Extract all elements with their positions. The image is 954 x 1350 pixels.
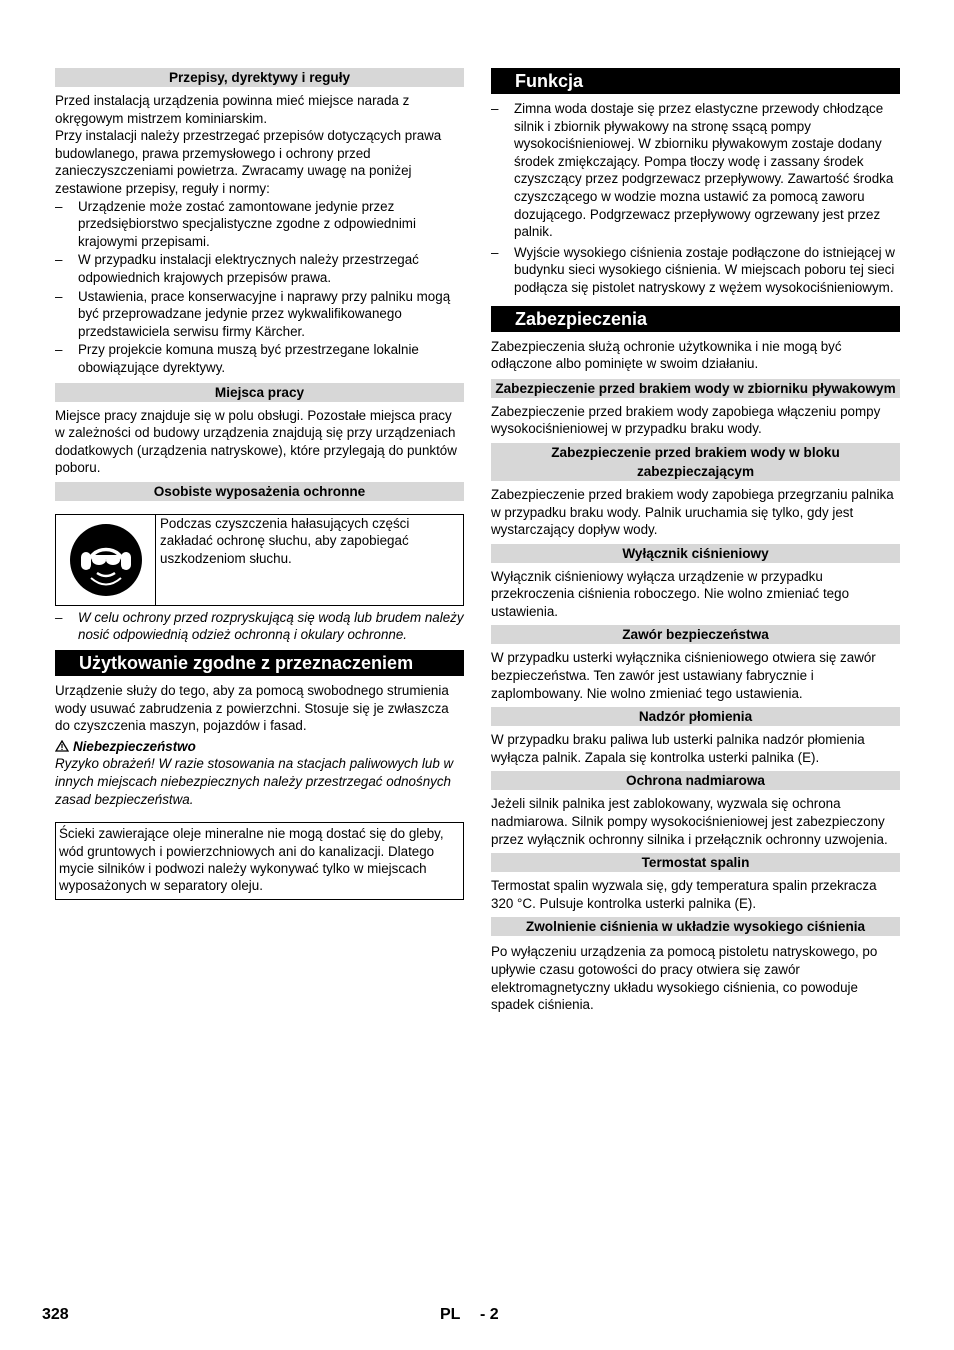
subsection-heading: Zabezpieczenie przed brakiem wody w bloku zabezpieczającym: [491, 443, 900, 481]
paragraph: Po wyłączeniu urządzenia za pomocą pistoletu natryskowego, po upływie czasu gotowości do pracy otwiera się zawór elektromagnetyczny układu wysokiego ciśnienia, co powoduje spadek ciśnienia.: [491, 944, 878, 1013]
subsection-heading: Wyłącznik ciśnieniowy: [491, 544, 900, 563]
page-number: 328: [42, 1306, 69, 1323]
section-heading-uzytkowanie: Użytkowanie zgodne z przeznaczeniem: [55, 650, 464, 676]
subsection-heading: Ochrona nadmiarowa: [491, 771, 900, 790]
section-heading-zabezpieczenia: Zabezpieczenia: [491, 306, 900, 332]
right-column: [491, 68, 900, 1014]
list-item: – Przy projekcie komuna muszą być przestrzegane lokalnie obowiązujące dyrektywy.: [55, 342, 419, 375]
list-item: – Ustawienia, prace konserwacyjne i naprawy przy palniku mogą być przeprowadzane jedynie przez wykwalifikowanego przedstawiciela serwisu firmy Kärcher.: [55, 288, 451, 339]
list-item: – Urządzenie może zostać zamontowane jedynie przez przedsiębiorstwo specjalistyczne zgodne z odpowiednimi krajowymi przepisami.: [55, 198, 416, 249]
left-column: [55, 68, 464, 900]
paragraph: Przy instalacji należy przestrzegać przepisów dotyczących prawa budowlanego, prawa przemysłowego i ochrony przed zanieczyszczeniami powietrza. Zwracamy uwagę na poniżej zestawione przepisy, reguły i normy:: [55, 128, 442, 196]
subsection-heading: Zawór bezpieczeństwa: [491, 625, 900, 644]
section-heading-miejsca: Miejsca pracy: [55, 383, 464, 402]
paragraph: Jeżeli silnik palnika jest zablokowany, wyzwala się ochrona nadmiarowa. Silnik pompy wysokociśnieniowej jest zabezpieczony przez wyłącznik ochronny silnika i przełącznik ochronny uzwojenia.: [491, 796, 888, 847]
ear-and-eye-protection-icon: [56, 515, 156, 605]
ppe-text: Podczas czyszczenia hałasujących części zakładać ochronę słuchu, aby zapobiegać uszkodzeniom słuchu.: [160, 515, 410, 566]
section-heading-osobiste: Osobiste wyposażenia ochronne: [55, 482, 464, 501]
paragraph: Termostat spalin wyzwala się, gdy temperatura spalin przekracza 320 °C. Pulsuje kontrolka usterki palnika (E).: [491, 878, 877, 911]
list-item: – Wyjście wysokiego ciśnienia zostaje podłączone do istniejącej w budynku sieci wysokiego ciśnienia. W miejscach poboru tej sieci podłącza się pistolet natryskowy z wężem wysokociśnieniowym.: [491, 244, 895, 295]
paragraph: Wyłącznik ciśnieniowy wyłącza urządzenie w przypadku przekroczenia ciśnienia roboczego. Nie wolno zmieniać tego ustawienia.: [491, 568, 850, 619]
paragraph: Zabezpieczenie przed brakiem wody zapobiega przegrzaniu palnika w przypadku braku wody. Palnik uruchamia się tylko, gdy jest wystarczający dopływ wody.: [491, 486, 894, 538]
list-item: – Zimna woda dostaje się przez elastyczne przewody chłodzące silnik i zbiornik pływakowy na stronę ssącą pompy wysokociśnieniowej. W zbiorniku pływakowym zostaje dodany środek zmiękczający. Pompa tłoczy wodę i zassany środek czyszczący przez podgrzewacz przepływowy. Zawartość środka czyszczącego w wodzie mozna ustawić za pomocą zaworu dozującego. Podgrzewacz przepływowy ogrzewany jest przez palnik.: [491, 101, 894, 240]
subsection-heading: Nadzór płomienia: [491, 707, 900, 726]
section-heading-funkcja: Funkcja: [491, 68, 900, 94]
warning-text: Ryzyko obrażeń! W razie stosowania na stacjach paliwowych lub w innych miejscach niebezpiecznych należy przestrzegać odnośnych zasad bezpieczeństwa.: [55, 756, 454, 807]
subsection-heading: Zabezpieczenie przed brakiem wody w zbiorniku pływakowym: [491, 379, 900, 398]
section-heading-przepisy: Przepisy, dyrektywy i reguły: [55, 68, 464, 87]
paragraph: W przypadku braku paliwa lub usterki palnika nadzór płomienia wyłącza palnik. Zapala się kontrolka usterki palnika (E).: [491, 732, 865, 765]
subsection-heading: Termostat spalin: [491, 853, 900, 872]
list-item: – W przypadku instalacji elektrycznych należy przestrzegać odpowiednich krajowych przepisów prawa.: [55, 252, 419, 285]
warning-triangle-icon: [55, 740, 69, 752]
paragraph: Zabezpieczenie przed brakiem wody zapobiega włączeniu pompy wysokociśnieniowej w przypadku braku wody.: [491, 403, 881, 437]
warning-label: Niebezpieczeństwo: [55, 738, 464, 756]
paragraph: Zabezpieczenia służą ochronie użytkownika i nie mogą być odłączone albo pominięte w swoim działaniu.: [491, 338, 842, 372]
language-code: PL: [440, 1306, 461, 1323]
paragraph: W przypadku usterki wyłącznika ciśnieniowego otwiera się zawór bezpieczeństwa. Ten zawór jest ustawiany fabrycznie i zaplombowany. Nie wolno zmieniać tego ustawienia.: [491, 650, 876, 701]
notice-box: Ścieki zawierające oleje mineralne nie mogą dostać się do gleby, wód gruntowych i powierzchniowych ani do kanalizacji. Dlatego mycie silników i podwozi należy wykonywać tylko w miejscach wyposażonych w separatory oleju.: [55, 822, 464, 900]
paragraph: Miejsce pracy znajduje się w polu obsługi. Pozostałe miejsca pracy w zależności od budowy urządzenia znajdują się przy urządzeniach dodatkowych (urządzenia natryskowe), które przylegają do punktów poboru.: [55, 407, 457, 476]
ppe-table: [55, 514, 464, 606]
paragraph: Urządzenie służy do tego, aby za pomocą swobodnego strumienia wody usuwać zabrudzenia z powierzchni. Stosuje się je zwłaszcza do czyszczenia maszyn, pojazdów i fasad.: [55, 683, 449, 734]
paragraph: Przed instalacją urządzenia powinna mieć miejsce narada z okręgowym mistrzem kominiarskim.: [55, 93, 410, 126]
section-marker: - 2: [480, 1306, 499, 1323]
list-item: – W celu ochrony przed rozpryskującą się wodą lub brudem należy nosić odpowiednią odzież ochronną i okulary ochronne.: [55, 609, 464, 643]
subsection-heading: Zwolnienie ciśnienia w układzie wysokiego ciśnienia: [491, 917, 900, 936]
